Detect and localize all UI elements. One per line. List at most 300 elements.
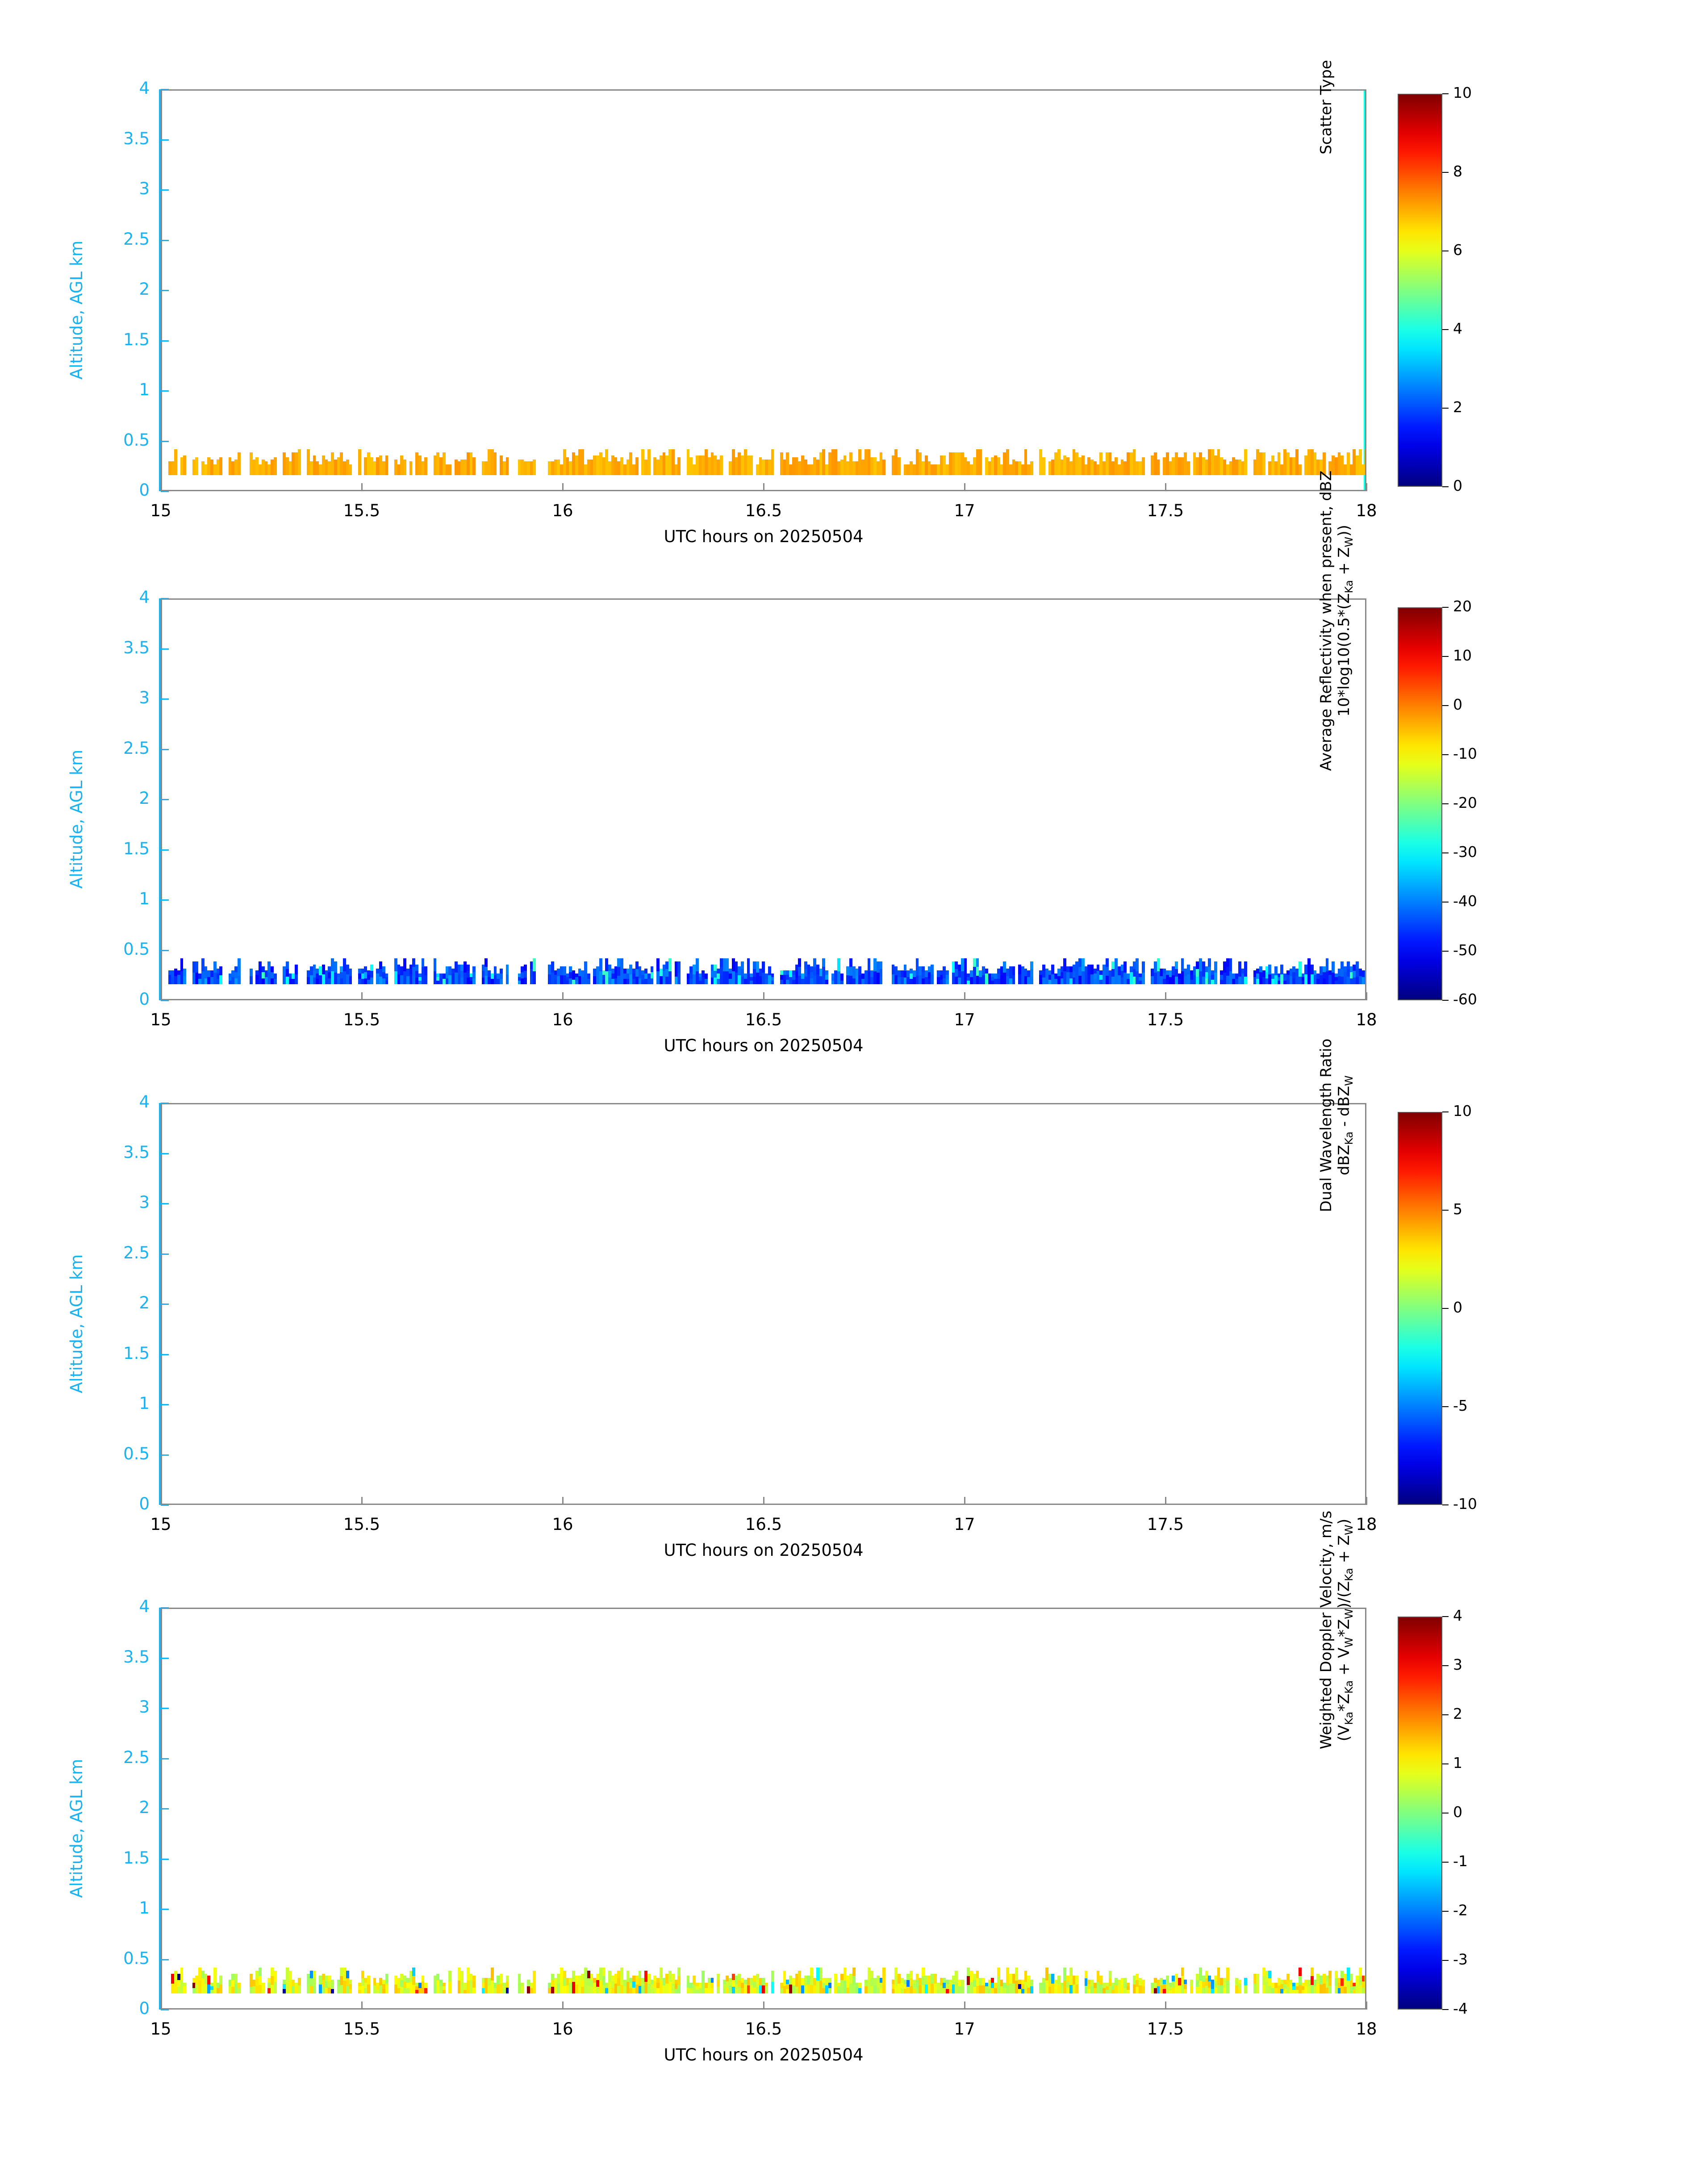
- heatmap-cell: [1290, 457, 1293, 475]
- heatmap-cell: [1244, 969, 1247, 977]
- heatmap-cell: [328, 1981, 331, 1987]
- x-tick-label: 18: [1356, 2019, 1377, 2039]
- heatmap-cell: [168, 980, 171, 984]
- heatmap-cell: [677, 1985, 681, 1993]
- heatmap-cell: [298, 1978, 301, 1985]
- heatmap-cell: [1157, 958, 1160, 971]
- colorbar-tick-mark: [1442, 1862, 1449, 1863]
- heatmap-cell: [231, 1974, 234, 1981]
- heatmap-cell: [491, 449, 494, 475]
- heatmap-cell: [587, 1986, 590, 1993]
- heatmap-cell: [472, 1976, 476, 1981]
- heatmap-cell: [1295, 449, 1299, 475]
- heatmap-cell: [231, 1987, 234, 1993]
- heatmap-cell: [602, 1985, 606, 1993]
- heatmap-cell: [949, 1984, 952, 1989]
- heatmap-cell: [762, 973, 765, 984]
- x-tick-mark: [361, 2002, 363, 2010]
- heatmap-cell: [822, 967, 825, 975]
- heatmap-cell: [424, 1988, 427, 1993]
- heatmap-cell: [593, 455, 596, 475]
- heatmap-cell: [840, 974, 844, 977]
- colorbar-tick-mark: [1442, 951, 1449, 952]
- x-tick-label: 17.5: [1147, 2019, 1184, 2039]
- heatmap-cell: [720, 958, 723, 967]
- heatmap-cell: [1178, 974, 1181, 979]
- heatmap-cell: [949, 1980, 952, 1984]
- heatmap-cell: [753, 1981, 756, 1987]
- heatmap-cell: [961, 958, 964, 971]
- heatmap-cell: [506, 1988, 509, 1993]
- heatmap-cell: [1102, 1988, 1106, 1993]
- heatmap-cell: [192, 1978, 196, 1983]
- heatmap-cell: [1106, 958, 1109, 967]
- heatmap-cell: [732, 1980, 735, 1987]
- heatmap-cell: [608, 461, 611, 475]
- heatmap-cell: [639, 972, 642, 978]
- heatmap-cell: [816, 460, 819, 475]
- heatmap-cell: [443, 452, 446, 475]
- heatmap-cell: [1021, 966, 1024, 975]
- y-tick-mark: [161, 950, 169, 951]
- heatmap-cell: [1099, 1976, 1102, 1985]
- heatmap-cell: [521, 972, 524, 978]
- heatmap-cell: [343, 958, 346, 971]
- heatmap-cell: [1299, 464, 1302, 475]
- heatmap-cell: [1045, 976, 1048, 984]
- heatmap-cell: [295, 452, 298, 475]
- heatmap-cell: [639, 1978, 642, 1986]
- heatmap-cell: [1226, 967, 1229, 975]
- heatmap-cell: [873, 958, 877, 971]
- heatmap-cell: [581, 1987, 584, 1993]
- y-tick-label: 1.5: [123, 330, 150, 349]
- heatmap-cell: [500, 974, 503, 979]
- heatmap-cell: [1211, 1980, 1214, 1984]
- heatmap-cell: [455, 961, 458, 973]
- heatmap-cell: [868, 958, 871, 971]
- heatmap-cell: [346, 460, 349, 475]
- x-tick-label: 16.5: [745, 2019, 782, 2039]
- heatmap-cell: [689, 972, 693, 978]
- heatmap-cell: [530, 961, 533, 969]
- heatmap-cell: [620, 971, 623, 984]
- heatmap-cell: [497, 974, 500, 979]
- heatmap-cell: [602, 1968, 606, 1976]
- heatmap-cell: [714, 971, 717, 978]
- heatmap-cell: [1085, 975, 1088, 984]
- heatmap-cell: [614, 966, 618, 972]
- heatmap-cell: [210, 1990, 213, 1993]
- heatmap-cell: [705, 1983, 708, 1988]
- heatmap-cell: [979, 1985, 982, 1993]
- colorbar-tick-label: -10: [1453, 1495, 1477, 1513]
- heatmap-cell: [587, 1971, 590, 1978]
- heatmap-cell: [451, 974, 455, 979]
- heatmap-cell: [569, 972, 572, 978]
- heatmap-cell: [940, 455, 943, 475]
- heatmap-cell: [1283, 977, 1286, 981]
- heatmap-cell: [729, 1985, 732, 1993]
- heatmap-cell: [382, 1980, 385, 1984]
- heatmap-cell: [943, 978, 946, 984]
- heatmap-cell: [946, 975, 949, 979]
- heatmap-cell: [472, 978, 476, 984]
- heatmap-cell: [205, 1984, 208, 1993]
- heatmap-cell: [1292, 1986, 1295, 1990]
- heatmap-cell: [289, 1982, 292, 1993]
- heatmap-cell: [1085, 1971, 1088, 1978]
- heatmap-cell: [464, 1990, 467, 1993]
- heatmap-cell: [756, 464, 759, 475]
- heatmap-cell: [283, 1989, 286, 1993]
- heatmap-cell: [798, 1971, 801, 1982]
- x-tick-mark: [1366, 483, 1367, 491]
- heatmap-cell: [1073, 1985, 1076, 1993]
- heatmap-cell: [1054, 974, 1057, 979]
- y-tick-mark: [161, 1959, 169, 1960]
- heatmap-cell: [677, 973, 681, 984]
- heatmap-cell: [1265, 1971, 1269, 1982]
- heatmap-cell: [702, 977, 705, 984]
- heatmap-cell: [732, 1987, 735, 1993]
- x-tick-mark: [1165, 483, 1166, 491]
- heatmap-cell: [973, 1980, 976, 1987]
- heatmap-cell: [861, 460, 864, 475]
- colorbar-title-4: Weighted Doppler Velocity, m/s $(V_{Ka}*Z_{Ka} + V_W*Z_W)/(Z_{Ka} + Z_W)$: [1317, 1510, 1355, 1750]
- heatmap-cell: [533, 1971, 536, 1982]
- heatmap-cell: [795, 1987, 798, 1993]
- heatmap-cell: [644, 460, 647, 475]
- heatmap-cell: [274, 974, 277, 979]
- heatmap-cell: [750, 1985, 753, 1993]
- heatmap-cell: [744, 979, 747, 984]
- heatmap-cell: [906, 1974, 910, 1981]
- heatmap-cell: [1278, 452, 1281, 475]
- heatmap-cell: [494, 966, 497, 975]
- heatmap-cell: [967, 1968, 970, 1976]
- heatmap-cell: [759, 457, 762, 475]
- heatmap-cell: [1187, 965, 1190, 974]
- heatmap-cell: [955, 1982, 958, 1993]
- heatmap-cell: [1307, 971, 1311, 984]
- heatmap-cell: [840, 1980, 844, 1987]
- heatmap-cell: [795, 1980, 798, 1987]
- heatmap-cell: [946, 980, 949, 984]
- heatmap-cell: [1003, 452, 1006, 475]
- heatmap-cell: [831, 974, 835, 977]
- heatmap-cell: [985, 1983, 988, 1986]
- heatmap-cell: [581, 977, 584, 984]
- heatmap-cell: [1202, 977, 1205, 984]
- heatmap-cell: [397, 974, 401, 984]
- y-tick-mark: [161, 139, 169, 141]
- heatmap-cell: [849, 452, 852, 475]
- heatmap-cell: [617, 976, 620, 984]
- colorbar-tick-label: 20: [1453, 598, 1472, 615]
- heatmap-cell: [443, 979, 446, 984]
- colorbar-tick-label: -40: [1453, 892, 1477, 910]
- heatmap-cell: [1280, 464, 1283, 475]
- heatmap-cell: [563, 1978, 566, 1986]
- heatmap-cell: [1175, 961, 1178, 969]
- heatmap-cell: [1178, 1978, 1181, 1985]
- heatmap-cell: [1359, 1976, 1362, 1985]
- x-tick-mark: [160, 483, 162, 491]
- colorbar-tick-mark: [1442, 1308, 1449, 1309]
- heatmap-cell: [488, 1978, 491, 1985]
- x-tick-mark: [562, 992, 564, 1000]
- heatmap-cell: [786, 452, 789, 475]
- heatmap-cell: [1344, 1980, 1347, 1987]
- heatmap-cell: [623, 974, 626, 979]
- heatmap-cell: [931, 464, 934, 475]
- y-tick-mark: [161, 1708, 169, 1709]
- heatmap-cell: [735, 973, 738, 984]
- heatmap-cell: [708, 1988, 711, 1993]
- heatmap-cell: [1030, 977, 1033, 984]
- heatmap-cell: [1015, 1968, 1018, 1981]
- heatmap-cell: [1256, 969, 1259, 974]
- heatmap-cell: [602, 457, 606, 475]
- heatmap-cell: [991, 974, 994, 977]
- heatmap-cell: [651, 1989, 654, 1993]
- heatmap-cell: [1151, 969, 1154, 976]
- heatmap-cell: [255, 457, 259, 475]
- heatmap-cell: [711, 978, 714, 984]
- heatmap-cell: [928, 978, 931, 984]
- y-tick-label: 4: [139, 1092, 150, 1111]
- heatmap-cell: [626, 1971, 630, 1982]
- heatmap-cell: [584, 973, 587, 984]
- heatmap-cell: [554, 970, 557, 975]
- heatmap-cell: [825, 1985, 828, 1993]
- heatmap-cell: [1238, 1989, 1241, 1993]
- heatmap-cell: [379, 961, 382, 969]
- heatmap-cell: [906, 464, 910, 475]
- heatmap-cell: [880, 452, 883, 475]
- chart-panel-1: [0, 60, 1708, 576]
- heatmap-cell: [1087, 965, 1090, 974]
- heatmap-cell: [213, 961, 217, 973]
- heatmap-cell: [916, 1987, 919, 1993]
- heatmap-cell: [267, 961, 271, 973]
- y-tick-label: 0: [139, 990, 150, 1009]
- heatmap-cell: [482, 965, 485, 971]
- heatmap-cell: [819, 452, 823, 475]
- heatmap-cell: [1205, 966, 1208, 972]
- heatmap-cell: [967, 1985, 970, 1993]
- heatmap-cell: [629, 974, 632, 984]
- heatmap-cell: [1039, 1983, 1042, 1986]
- heatmap-cell: [608, 1982, 611, 1993]
- heatmap-cell: [880, 961, 883, 969]
- heatmap-cell: [1166, 980, 1169, 984]
- heatmap-cell: [283, 975, 286, 984]
- heatmap-cell: [985, 1986, 988, 1990]
- heatmap-cell: [518, 1974, 521, 1984]
- heatmap-cell: [1066, 966, 1069, 972]
- heatmap-cell: [310, 1971, 313, 1978]
- heatmap-cell: [1280, 965, 1283, 974]
- heatmap-cell: [319, 966, 322, 975]
- heatmap-cell: [521, 1990, 524, 1993]
- heatmap-cell: [614, 972, 618, 978]
- heatmap-cell: [1075, 1985, 1078, 1993]
- heatmap-cell: [611, 1976, 614, 1981]
- heatmap-cell: [500, 969, 503, 974]
- heatmap-cell: [626, 969, 630, 974]
- heatmap-cell: [834, 1974, 837, 1981]
- heatmap-cell: [904, 1984, 907, 1989]
- heatmap-cell: [376, 974, 379, 979]
- heatmap-cell: [687, 974, 690, 979]
- heatmap-cell: [286, 1981, 289, 1993]
- heatmap-cell: [448, 464, 451, 475]
- heatmap-cell: [898, 457, 901, 475]
- heatmap-cell: [1157, 971, 1160, 984]
- heatmap-cell: [623, 969, 626, 974]
- heatmap-cell: [668, 958, 672, 971]
- heatmap-cell: [1338, 1983, 1341, 1988]
- heatmap-cell: [922, 966, 925, 972]
- heatmap-cell: [771, 1971, 774, 1982]
- heatmap-cell: [1097, 971, 1100, 978]
- chart-panel-4: [0, 1510, 1708, 2094]
- heatmap-cell: [699, 974, 702, 977]
- heatmap-cell: [1356, 455, 1359, 475]
- heatmap-cell: [201, 1978, 205, 1986]
- heatmap-cell: [982, 975, 985, 984]
- heatmap-cell: [1190, 975, 1193, 979]
- heatmap-cell: [174, 1971, 177, 1982]
- heatmap-cell: [234, 460, 238, 475]
- heatmap-cell: [201, 958, 205, 971]
- heatmap-cell: [653, 1981, 656, 1987]
- heatmap-cell: [358, 449, 361, 475]
- heatmap-cell: [1130, 452, 1133, 475]
- heatmap-cell: [1099, 975, 1102, 979]
- colorbar-tick-mark: [1442, 754, 1449, 755]
- heatmap-cell: [292, 452, 295, 475]
- heatmap-cell: [255, 1971, 259, 1978]
- heatmap-cell: [1238, 1980, 1241, 1984]
- heatmap-cell: [422, 1976, 425, 1981]
- x-tick-mark: [763, 1497, 764, 1505]
- heatmap-cell: [491, 1981, 494, 1993]
- heatmap-cell: [1006, 1985, 1009, 1993]
- heatmap-cell: [1118, 975, 1121, 984]
- heatmap-cell: [1205, 1978, 1208, 1986]
- colorbar-tick-label: 4: [1453, 320, 1462, 337]
- heatmap-cell: [575, 981, 578, 984]
- heatmap-cell: [274, 1982, 277, 1993]
- heatmap-cell: [283, 1980, 286, 1984]
- heatmap-cell: [726, 1981, 729, 1987]
- heatmap-cell: [635, 961, 639, 969]
- heatmap-cell: [1326, 1988, 1329, 1993]
- heatmap-cell: [1024, 1971, 1027, 1982]
- heatmap-cell: [786, 1989, 789, 1993]
- heatmap-cell: [484, 1985, 488, 1993]
- heatmap-cell: [882, 460, 885, 475]
- heatmap-data-4: [162, 1609, 1365, 2008]
- heatmap-cell: [1000, 975, 1003, 984]
- heatmap-cell: [1136, 1987, 1139, 1993]
- heatmap-cell: [1157, 460, 1160, 475]
- heatmap-cell: [783, 975, 786, 979]
- heatmap-cell: [1205, 1986, 1208, 1993]
- heatmap-cell: [919, 1985, 922, 1993]
- heatmap-cell: [403, 1976, 406, 1981]
- heatmap-cell: [1099, 452, 1102, 475]
- heatmap-cell: [1172, 975, 1175, 984]
- heatmap-cell: [1082, 455, 1085, 475]
- heatmap-cell: [1302, 977, 1305, 981]
- heatmap-cell: [807, 1976, 810, 1985]
- heatmap-cell: [1238, 969, 1241, 977]
- y-axis-label: Altitude, AGL km: [67, 749, 86, 889]
- heatmap-cell: [500, 979, 503, 984]
- heatmap-cell: [834, 449, 837, 475]
- y-tick-mark: [161, 899, 169, 901]
- heatmap-cell: [1166, 1985, 1169, 1993]
- heatmap-cell: [183, 976, 186, 984]
- y-tick-mark: [161, 1354, 169, 1355]
- heatmap-cell: [904, 978, 907, 984]
- heatmap-cell: [183, 1986, 186, 1990]
- heatmap-cell: [1069, 1968, 1073, 1976]
- heatmap-cell: [665, 961, 668, 969]
- colorbar-tick-mark: [1442, 1763, 1449, 1764]
- heatmap-cell: [892, 455, 895, 475]
- heatmap-cell: [1244, 1978, 1247, 1985]
- heatmap-cell: [1106, 976, 1109, 984]
- heatmap-cell: [1133, 449, 1136, 475]
- heatmap-cell: [880, 1978, 883, 1983]
- heatmap-cell: [677, 961, 681, 973]
- heatmap-cell: [1223, 1988, 1226, 1993]
- heatmap-cell: [699, 455, 702, 475]
- heatmap-cell: [566, 1985, 569, 1993]
- heatmap-cell: [1121, 1985, 1124, 1993]
- heatmap-cell: [358, 1983, 361, 1986]
- heatmap-cell: [596, 1974, 599, 1981]
- heatmap-cell: [955, 1971, 958, 1982]
- heatmap-cell: [729, 461, 732, 475]
- heatmap-cell: [1063, 958, 1066, 971]
- heatmap-cell: [1154, 1983, 1157, 1988]
- heatmap-cell: [295, 965, 298, 974]
- heatmap-cell: [677, 1968, 681, 1976]
- heatmap-cell: [822, 1983, 825, 1988]
- heatmap-cell: [382, 972, 385, 978]
- heatmap-cell: [982, 1978, 985, 1985]
- heatmap-cell: [500, 1984, 503, 1993]
- heatmap-cell: [551, 961, 554, 973]
- heatmap-cell: [446, 978, 449, 984]
- heatmap-cell: [455, 460, 458, 475]
- heatmap-cell: [217, 1983, 220, 1988]
- heatmap-cell: [1290, 1980, 1293, 1984]
- colorbar-tick-mark: [1442, 852, 1449, 853]
- heatmap-cell: [177, 975, 180, 979]
- x-tick-mark: [964, 992, 965, 1000]
- heatmap-cell: [367, 980, 370, 984]
- heatmap-cell: [168, 970, 171, 975]
- heatmap-cell: [289, 461, 292, 475]
- heatmap-cell: [470, 974, 473, 977]
